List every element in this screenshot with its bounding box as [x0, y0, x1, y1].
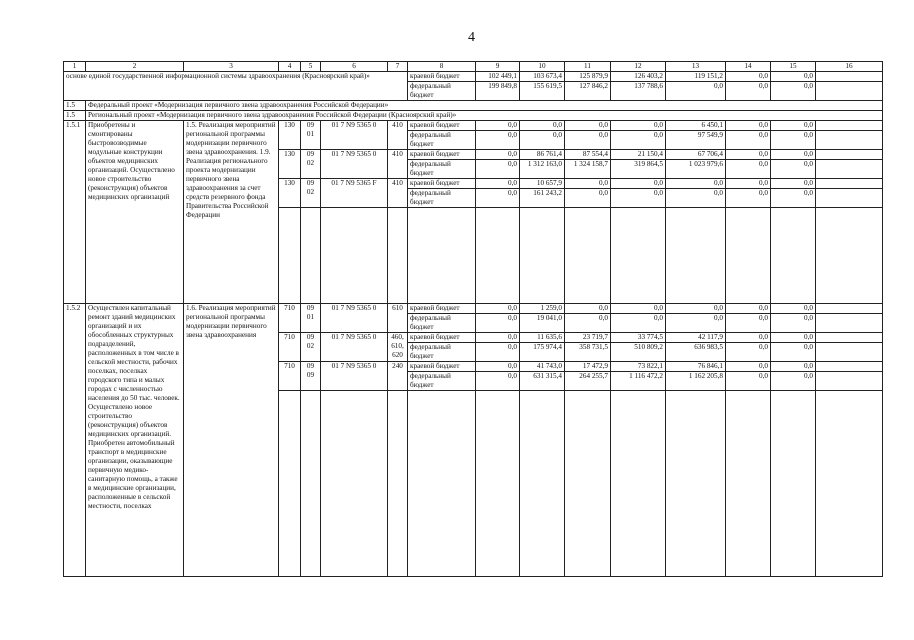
amount-cell: 1 023 979,6	[666, 160, 726, 179]
amount-cell: 0,0	[476, 160, 520, 179]
amount-cell: 0,0	[666, 314, 726, 333]
budget-source-cell: федеральный бюджет	[408, 160, 476, 179]
amount-cell: 0,0	[726, 343, 771, 362]
amount-cell: 1 162 205,8	[666, 372, 726, 391]
empty-cell	[520, 208, 565, 304]
amount-cell: 0,0	[771, 343, 816, 362]
code-cell: 09 09	[301, 362, 321, 391]
code-cell: 09 02	[301, 150, 321, 179]
amount-cell: 1 312 163,0	[520, 160, 565, 179]
code-cell: 01 7 N9 5365 0	[321, 304, 388, 333]
amount-cell: 0,0	[771, 131, 816, 150]
amount-cell: 119 151,2	[666, 72, 726, 82]
amount-cell: 19 041,0	[520, 314, 565, 333]
amount-cell: 97 549,9	[666, 131, 726, 150]
amount-cell: 127 846,2	[565, 82, 611, 101]
code-cell: 09 01	[301, 304, 321, 333]
budget-source-cell: федеральный бюджет	[408, 372, 476, 391]
amount-cell: 102 449,1	[476, 72, 520, 82]
table-row	[64, 304, 883, 314]
empty-cell	[771, 208, 816, 304]
column-number-cell: 3	[184, 62, 279, 72]
amount-cell: 33 774,5	[611, 333, 666, 343]
column-number-cell: 13	[666, 62, 726, 72]
column-number-cell: 5	[301, 62, 321, 72]
empty-cell	[816, 391, 883, 577]
activity-description-cell: 1.5. Реализация мероприятий региональной программы модернизации первичного звена здравоохранения. 1.9. Реализация регионального проекта модернизации первичного звена здравоохранения за счет средств резервного фонда Правительства Российской Федерации	[184, 121, 279, 304]
budget-source-cell: краевой бюджет	[408, 304, 476, 314]
empty-cell	[816, 179, 883, 189]
table-body	[64, 62, 883, 577]
column-number-cell: 11	[565, 62, 611, 72]
budget-source-cell: федеральный бюджет	[408, 343, 476, 362]
amount-cell: 0,0	[565, 189, 611, 208]
empty-cell	[726, 391, 771, 577]
amount-cell: 0,0	[520, 131, 565, 150]
amount-cell: 0,0	[476, 314, 520, 333]
result-description-cell: Осуществлен капитальный ремонт зданий медицинских организаций и их обособленных структурных подразделений, расположенных в том числе в сельской местности, рабочих поселках, поселках городского типа и малых городах с численностью населения до 50 тыс. человек. Осуществлено новое строительство (реконструкция) объектов медицинских организаций. Приобретен автомобильный транспорт в медицинские организации, оказывающие первичную медико-санитарную помощь, а также в медицинские организации, расположенные в сельской местности, поселках	[86, 304, 184, 577]
amount-cell: 0,0	[726, 72, 771, 82]
budget-source-cell: краевой бюджет	[408, 333, 476, 343]
code-cell: 710	[279, 304, 301, 333]
amount-cell: 0,0	[611, 131, 666, 150]
column-number-cell: 4	[279, 62, 301, 72]
amount-cell: 0,0	[726, 372, 771, 391]
budget-source-cell: краевой бюджет	[408, 179, 476, 189]
activity-description-cell: 1.6. Реализация мероприятий региональной программы модернизации первичного звена здравоохранения	[184, 304, 279, 577]
code-cell: 410	[388, 179, 408, 208]
empty-cell	[388, 208, 408, 304]
amount-cell: 0,0	[476, 343, 520, 362]
code-cell: 130	[279, 150, 301, 179]
empty-cell	[816, 304, 883, 314]
budget-source-cell: федеральный бюджет	[408, 82, 476, 101]
amount-cell: 103 673,4	[520, 72, 565, 82]
continued-text-cell: основе единой государственной информационной системы здравоохранения (Красноярский край)»	[64, 72, 408, 101]
amount-cell: 0,0	[611, 304, 666, 314]
column-number-cell: 1	[64, 62, 86, 72]
empty-cell	[816, 189, 883, 208]
table-row	[64, 121, 883, 131]
column-number-cell: 12	[611, 62, 666, 72]
amount-cell: 0,0	[726, 160, 771, 179]
amount-cell: 0,0	[771, 362, 816, 372]
amount-cell: 0,0	[666, 189, 726, 208]
budget-source-cell: краевой бюджет	[408, 121, 476, 131]
amount-cell: 0,0	[726, 333, 771, 343]
empty-cell	[279, 391, 301, 577]
amount-cell: 73 822,1	[611, 362, 666, 372]
amount-cell: 0,0	[476, 150, 520, 160]
amount-cell: 0,0	[476, 372, 520, 391]
column-number-cell: 6	[321, 62, 388, 72]
amount-cell: 0,0	[726, 314, 771, 333]
amount-cell: 175 974,4	[520, 343, 565, 362]
amount-cell: 0,0	[611, 314, 666, 333]
column-number-cell: 8	[408, 62, 476, 72]
item-number-cell: 1.5.1	[64, 121, 86, 304]
code-cell: 410	[388, 150, 408, 179]
amount-cell: 0,0	[565, 304, 611, 314]
amount-cell: 17 472,9	[565, 362, 611, 372]
amount-cell: 0,0	[771, 314, 816, 333]
amount-cell: 1 324 158,7	[565, 160, 611, 179]
amount-cell: 161 243,2	[520, 189, 565, 208]
amount-cell: 0,0	[771, 82, 816, 101]
amount-cell: 0,0	[726, 150, 771, 160]
empty-cell	[301, 208, 321, 304]
empty-cell	[321, 391, 388, 577]
empty-cell	[565, 208, 611, 304]
section-title-cell: Региональный проект «Модернизация первичного звена здравоохранения Российской Федерации (Красноярский край)»	[86, 111, 883, 121]
amount-cell: 41 743,0	[520, 362, 565, 372]
empty-cell	[816, 372, 883, 391]
code-cell: 460, 610, 620	[388, 333, 408, 362]
amount-cell: 0,0	[476, 362, 520, 372]
amount-cell: 0,0	[666, 179, 726, 189]
amount-cell: 23 719,7	[565, 333, 611, 343]
column-number-cell: 7	[388, 62, 408, 72]
page-number: 4	[468, 30, 475, 45]
empty-cell	[301, 391, 321, 577]
code-cell: 01 7 N9 5365 0	[321, 150, 388, 179]
amount-cell: 319 864,5	[611, 160, 666, 179]
empty-cell	[771, 391, 816, 577]
amount-cell: 0,0	[611, 179, 666, 189]
section-number-cell: 1.5	[64, 101, 86, 111]
empty-cell	[816, 82, 883, 101]
amount-cell: 0,0	[726, 189, 771, 208]
code-cell: 130	[279, 179, 301, 208]
amount-cell: 42 117,9	[666, 333, 726, 343]
amount-cell: 0,0	[476, 189, 520, 208]
amount-cell: 126 403,2	[611, 72, 666, 82]
amount-cell: 0,0	[771, 121, 816, 131]
empty-cell	[520, 391, 565, 577]
item-number-cell: 1.5.2	[64, 304, 86, 577]
empty-cell	[476, 391, 520, 577]
code-cell: 09 02	[301, 179, 321, 208]
budget-source-cell: федеральный бюджет	[408, 131, 476, 150]
amount-cell: 199 849,8	[476, 82, 520, 101]
code-cell: 01 7 N9 5365 F	[321, 179, 388, 208]
empty-cell	[816, 131, 883, 150]
empty-cell	[816, 72, 883, 82]
amount-cell: 0,0	[666, 82, 726, 101]
empty-cell	[816, 121, 883, 131]
budget-source-cell: краевой бюджет	[408, 362, 476, 372]
amount-cell: 0,0	[771, 179, 816, 189]
amount-cell: 636 983,5	[666, 343, 726, 362]
amount-cell: 0,0	[611, 121, 666, 131]
amount-cell: 0,0	[476, 304, 520, 314]
amount-cell: 264 255,7	[565, 372, 611, 391]
column-number-cell: 14	[726, 62, 771, 72]
amount-cell: 358 731,5	[565, 343, 611, 362]
column-number-cell: 16	[816, 62, 883, 72]
empty-cell	[279, 208, 301, 304]
amount-cell: 0,0	[726, 179, 771, 189]
code-cell: 01 7 N9 5365 0	[321, 362, 388, 391]
empty-cell	[816, 314, 883, 333]
amount-cell: 0,0	[726, 121, 771, 131]
budget-source-cell: федеральный бюджет	[408, 314, 476, 333]
amount-cell: 0,0	[611, 189, 666, 208]
amount-cell: 0,0	[771, 372, 816, 391]
amount-cell: 0,0	[771, 333, 816, 343]
amount-cell: 631 315,4	[520, 372, 565, 391]
amount-cell: 0,0	[726, 131, 771, 150]
code-cell: 01 7 N9 5365 0	[321, 333, 388, 362]
amount-cell: 0,0	[666, 304, 726, 314]
amount-cell: 0,0	[726, 362, 771, 372]
empty-cell	[666, 208, 726, 304]
amount-cell: 155 619,5	[520, 82, 565, 101]
code-cell: 09 02	[301, 333, 321, 362]
amount-cell: 0,0	[771, 160, 816, 179]
empty-cell	[611, 391, 666, 577]
amount-cell: 76 846,1	[666, 362, 726, 372]
column-number-cell: 15	[771, 62, 816, 72]
code-cell: 610	[388, 304, 408, 333]
result-description-cell: Приобретены и смонтированы быстровозводимые модульные конструкции объектов медицинских организаций. Осуществлено новое строительство (реконструкция) объектов медицинских организаций	[86, 121, 184, 304]
amount-cell: 137 788,6	[611, 82, 666, 101]
code-cell: 240	[388, 362, 408, 391]
amount-cell: 0,0	[476, 179, 520, 189]
amount-cell: 1 259,0	[520, 304, 565, 314]
table-row	[64, 72, 883, 82]
amount-cell: 0,0	[565, 314, 611, 333]
empty-cell	[816, 150, 883, 160]
amount-cell: 87 554,4	[565, 150, 611, 160]
empty-cell	[666, 391, 726, 577]
code-cell: 130	[279, 121, 301, 150]
amount-cell: 510 809,2	[611, 343, 666, 362]
amount-cell: 21 150,4	[611, 150, 666, 160]
empty-cell	[565, 391, 611, 577]
amount-cell: 1 116 472,2	[611, 372, 666, 391]
amount-cell: 0,0	[726, 304, 771, 314]
amount-cell: 86 761,4	[520, 150, 565, 160]
column-number-row	[64, 62, 883, 72]
empty-cell	[388, 391, 408, 577]
amount-cell: 0,0	[520, 121, 565, 131]
amount-cell: 0,0	[771, 150, 816, 160]
section-row	[64, 101, 883, 111]
amount-cell: 0,0	[476, 131, 520, 150]
column-number-cell: 9	[476, 62, 520, 72]
code-cell: 410	[388, 121, 408, 150]
empty-cell	[816, 362, 883, 372]
section-row	[64, 111, 883, 121]
empty-cell	[816, 343, 883, 362]
amount-cell: 0,0	[771, 72, 816, 82]
empty-cell	[476, 208, 520, 304]
amount-cell: 0,0	[565, 179, 611, 189]
budget-source-cell: федеральный бюджет	[408, 189, 476, 208]
empty-cell	[816, 208, 883, 304]
amount-cell: 10 657,9	[520, 179, 565, 189]
budget-source-cell: краевой бюджет	[408, 150, 476, 160]
section-title-cell: Федеральный проект «Модернизация первичного звена здравоохранения Российской Федерации»	[86, 101, 883, 111]
amount-cell: 11 635,6	[520, 333, 565, 343]
empty-cell	[408, 208, 476, 304]
column-number-cell: 2	[86, 62, 184, 72]
empty-cell	[408, 391, 476, 577]
budget-source-cell: краевой бюджет	[408, 72, 476, 82]
amount-cell: 6 450,1	[666, 121, 726, 131]
amount-cell: 0,0	[726, 82, 771, 101]
empty-cell	[816, 160, 883, 179]
amount-cell: 0,0	[565, 131, 611, 150]
amount-cell: 0,0	[771, 304, 816, 314]
code-cell: 09 01	[301, 121, 321, 150]
column-number-cell: 10	[520, 62, 565, 72]
amount-cell: 0,0	[476, 121, 520, 131]
code-cell: 710	[279, 362, 301, 391]
empty-cell	[611, 208, 666, 304]
amount-cell: 67 706,4	[666, 150, 726, 160]
section-number-cell: 1.5	[64, 111, 86, 121]
budget-table	[63, 61, 883, 577]
amount-cell: 0,0	[771, 189, 816, 208]
amount-cell: 125 879,9	[565, 72, 611, 82]
empty-cell	[816, 333, 883, 343]
empty-cell	[321, 208, 388, 304]
empty-cell	[726, 208, 771, 304]
amount-cell: 0,0	[565, 121, 611, 131]
code-cell: 710	[279, 333, 301, 362]
amount-cell: 0,0	[476, 333, 520, 343]
code-cell: 01 7 N9 5365 0	[321, 121, 388, 150]
